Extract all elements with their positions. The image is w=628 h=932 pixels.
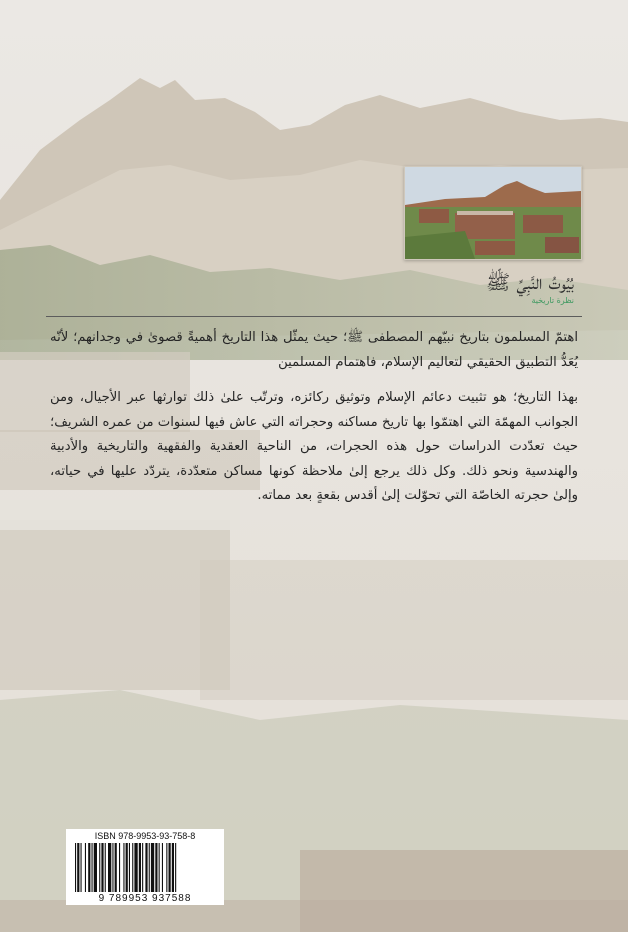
- isbn-label: ISBN 978-9953-93-758-8: [94, 831, 196, 841]
- book-title: بُيُوتُ النَّبِيِّ ﷺ: [485, 270, 574, 294]
- isbn-barcode: [66, 829, 224, 905]
- blurb-paragraph-2: بهذا التاريخ؛ هو تثبيت دعائم الإسلام وتوثيق ركائزه، وترتّب علىٰ ذلك توارثها عبر الأجيال، ومن الجوانب المهمّة التي اهتمّوا بها تاريخ مساكنه وحجراته التي عاش فيها لسنوات من عمره الشريف؛ حيث تعدّدت الدراسات حول هذه الحجرات، من الناحية العقدية والفقهية والتاريخية والأدبية والهندسية ونحو ذلك. وكل ذلك يرجع إلىٰ ملاحظة كونها مساكن متعدّدة، يتردّد عليها في حياته، وإلىٰ حجرته الخاصّة التي تحوّلت إلىٰ أقدس بقعةٍ بعد مماته.: [50, 390, 578, 503]
- cover-photo: [404, 166, 582, 260]
- blurb-paragraph-1: اهتمّ المسلمون بتاريخ نبيّهم المصطفى ﷺ؛ حيث يمثّل هذا التاريخ أهميةً قصوىٰ في وجدانهم؛ لأنّه يُعَدُّ التطبيق الحقيقي لتعاليم الإسلام، فاهتمام المسلمين: [50, 330, 578, 370]
- divider-line: [46, 316, 582, 317]
- book-subtitle: نظرة تاريخية: [531, 296, 574, 305]
- barcode-bars: [75, 843, 215, 892]
- barcode-number: 9 789953 937588: [98, 893, 192, 904]
- back-cover-blurb: [50, 326, 578, 509]
